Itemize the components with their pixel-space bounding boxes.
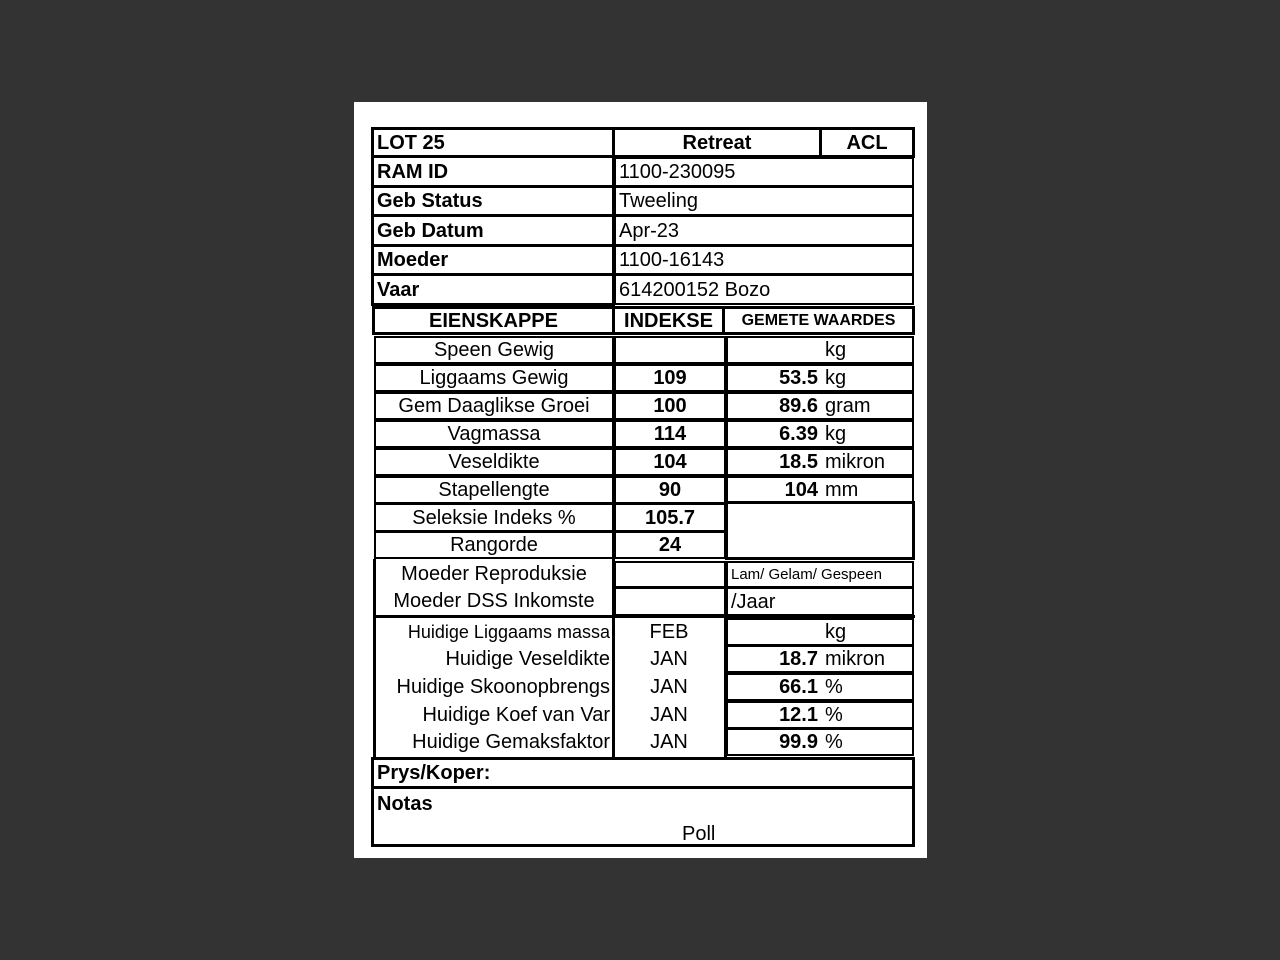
mother-dss-value: /Jaar (726, 587, 914, 616)
trait-index (614, 336, 726, 364)
birth-status-label: Geb Status (371, 185, 615, 217)
trait-label: Gem Daaglikse Groei (374, 392, 614, 420)
trait-value-number: 104 (784, 479, 818, 501)
trait-value (726, 392, 914, 420)
current-label: Huidige Koef van Var (422, 704, 610, 726)
current-value-number: 99.9 (779, 731, 818, 753)
ram-id-value: 1100-230095 (614, 157, 914, 187)
trait-label: Vagmassa (374, 420, 614, 448)
trait-index: 90 (614, 476, 726, 504)
current-month: JAN (650, 704, 688, 726)
birth-date-value: Apr-23 (614, 215, 914, 246)
trait-value (726, 476, 914, 504)
birth-status-value: Tweeling (614, 186, 914, 216)
trait-value (726, 448, 914, 476)
mother-section-left-border (373, 559, 376, 617)
current-label: Huidige Gemaksfaktor (412, 731, 610, 753)
current-value (726, 728, 914, 756)
current-month: FEB (649, 621, 689, 643)
current-value (726, 701, 914, 729)
mother-label: Moeder (371, 244, 615, 276)
trait-unit: mikron (825, 451, 886, 473)
current-month: JAN (650, 676, 688, 698)
selection-index-label: Seleksie Indeks % (374, 503, 614, 532)
lot-card (354, 102, 927, 858)
ranking-label: Rangorde (374, 531, 614, 559)
father-value: 614200152 Bozo (614, 274, 914, 305)
current-month: JAN (650, 648, 688, 670)
current-month: JAN (650, 731, 688, 753)
trait-value-number: 53.5 (779, 367, 818, 389)
trait-value-number: 18.5 (779, 451, 818, 473)
empty-measured-box (725, 501, 915, 560)
current-value (726, 618, 914, 646)
notes-box (371, 786, 915, 847)
ranking-value: 24 (614, 531, 726, 559)
trait-label: Liggaams Gewig (374, 364, 614, 392)
mother-dss-label: Moeder DSS Inkomste (393, 590, 595, 612)
trait-unit: mm (825, 479, 859, 501)
current-value-number: 18.7 (779, 648, 818, 670)
traits-header: EIENSKAPPE (372, 306, 615, 335)
trait-value-number: 89.6 (779, 395, 818, 417)
trait-index: 109 (614, 364, 726, 392)
current-unit: mikron (825, 648, 886, 670)
father-label: Vaar (371, 273, 615, 306)
trait-label: Speen Gewig (374, 336, 614, 364)
current-value-number: 66.1 (779, 676, 818, 698)
trait-value (726, 336, 914, 364)
ram-id-label: RAM ID (371, 155, 615, 188)
current-label: Huidige Liggaams massa (407, 622, 610, 642)
trait-value (726, 364, 914, 392)
current-label: Huidige Skoonopbrengs (396, 676, 610, 698)
trait-value-number: 6.39 (779, 423, 818, 445)
trait-label: Stapellengte (374, 476, 614, 504)
current-unit: kg (825, 621, 847, 643)
farm-code: ACL (819, 127, 915, 158)
trait-unit: gram (825, 395, 871, 417)
indexes-header: INDEKSE (612, 306, 725, 335)
price-buyer-label: Prys/Koper: (371, 757, 915, 789)
selection-index-value: 105.7 (614, 503, 726, 532)
trait-unit: kg (825, 367, 847, 389)
current-label: Huidige Veseldikte (445, 648, 610, 670)
trait-index: 104 (614, 448, 726, 476)
current-unit: % (825, 676, 843, 698)
trait-index: 100 (614, 392, 726, 420)
mother-dss-index (614, 587, 726, 616)
lot-number: LOT 25 (371, 127, 615, 158)
birth-date-label: Geb Datum (371, 214, 615, 247)
mother-reproduction-label: Moeder Reproduksie (401, 563, 587, 585)
farm-name: Retreat (612, 127, 822, 158)
current-value-number: 12.1 (779, 704, 818, 726)
current-unit: % (825, 731, 843, 753)
current-value (726, 673, 914, 701)
trait-label: Veseldikte (374, 448, 614, 476)
current-value (726, 645, 914, 673)
trait-unit: kg (825, 423, 847, 445)
notes-label: Notas (377, 793, 433, 815)
mother-reproduction-index (614, 561, 726, 588)
mother-reproduction-value: Lam/ Gelam/ Gespeen (726, 561, 914, 588)
trait-value (726, 420, 914, 448)
mother-value: 1100-16143 (614, 245, 914, 275)
current-unit: % (825, 704, 843, 726)
notes-value: Poll (682, 823, 716, 845)
trait-unit: kg (825, 339, 847, 361)
measured-values-header: GEMETE WAARDES (722, 306, 915, 335)
trait-index: 114 (614, 420, 726, 448)
